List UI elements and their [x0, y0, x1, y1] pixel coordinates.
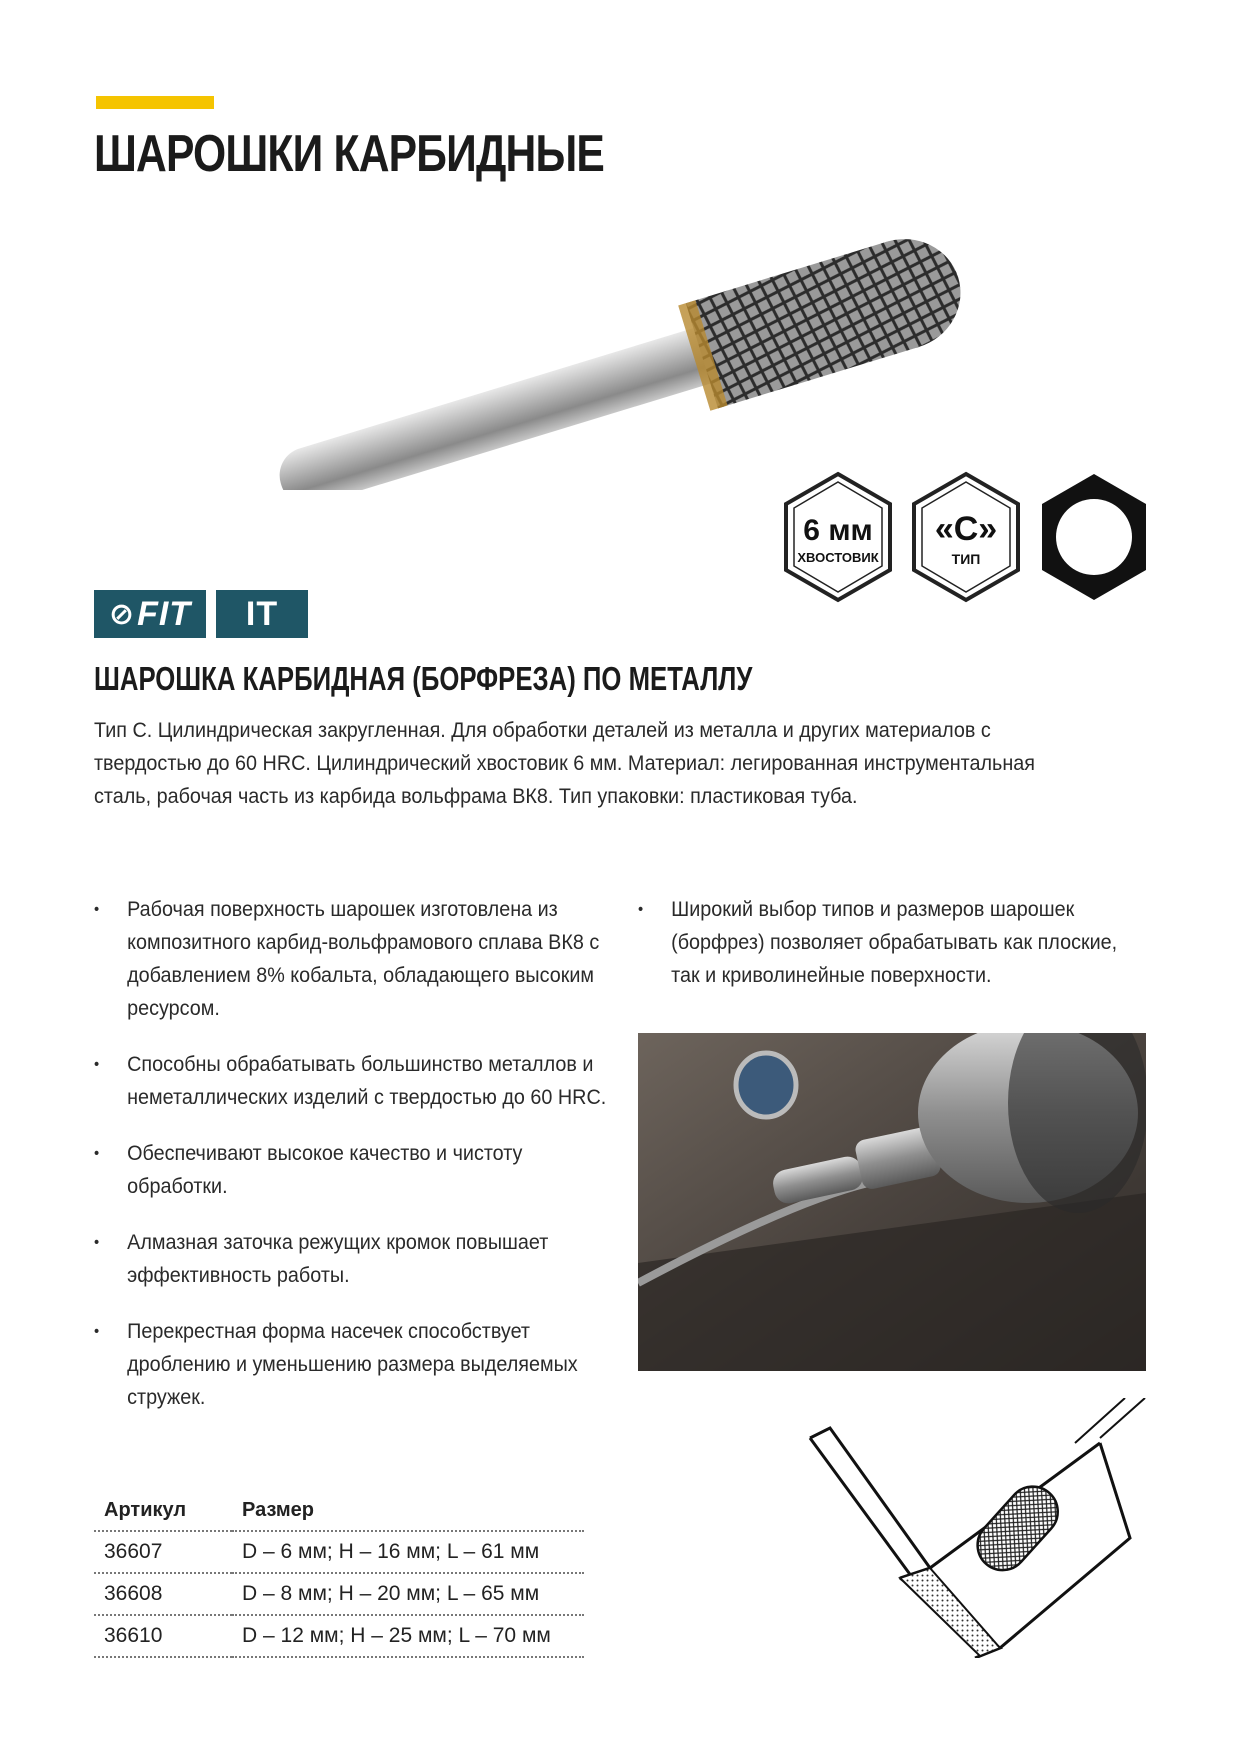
feature-item [638, 893, 1135, 992]
table-row [94, 1573, 584, 1615]
svg-text:хвостовик: хвостовик [797, 550, 879, 565]
product-description: Тип С. Цилиндрическая закругленная. Для обработки деталей из металла и других материалов с твердостью до 60 HRC. Цилиндрический хвостовик 6 мм. Материал: легированная инструментальная сталь, рабочая часть из карбида вольфрама ВК8. Тип упаковки: пластиковая туба. [94, 718, 1035, 808]
svg-text:6 мм: 6 мм [803, 514, 873, 547]
feature-item [94, 893, 609, 1025]
spec-table [94, 1490, 584, 1658]
type-badge [914, 474, 1018, 600]
svg-text:тип: тип [951, 551, 981, 567]
feature-item [94, 1048, 609, 1114]
column-header-article: Артикул [94, 1490, 232, 1531]
bullet-icon: • [94, 901, 100, 918]
bullet-icon: • [94, 1145, 100, 1162]
page-title: ШАРОШКИ КАРБИДНЫЕ [94, 125, 605, 183]
features-right [638, 893, 1135, 1015]
feature-text: Алмазная заточка режущих кромок повышает эффективность работы. [127, 1230, 549, 1287]
usage-photo [638, 1033, 1146, 1371]
size-cell: D – 6 мм; H – 16 мм; L – 61 мм [232, 1531, 584, 1573]
bullet-icon: • [94, 1056, 100, 1073]
table-row [94, 1615, 584, 1657]
size-cell: D – 8 мм; H – 20 мм; L – 65 мм [232, 1573, 584, 1615]
accent-bar [96, 96, 214, 109]
bullet-icon: • [94, 1234, 100, 1251]
features-left [94, 893, 609, 1437]
bullet-icon: • [638, 901, 644, 918]
usage-diagram [800, 1398, 1150, 1658]
column-header-size: Размер [232, 1490, 584, 1531]
feature-text: Широкий выбор типов и размеров шарошек (борфрез) позволяет обрабатывать как плоские, так и криволинейные поверхности. [671, 897, 1118, 987]
feature-item [94, 1315, 609, 1414]
article-cell: 36608 [94, 1573, 232, 1615]
brand-fit: ⊘ FIT [94, 590, 206, 638]
table-row [94, 1531, 584, 1573]
bullet-icon: • [94, 1323, 100, 1340]
table-header-row [94, 1490, 584, 1531]
svg-text:«C»: «C» [934, 510, 998, 548]
slash-circle-icon: ⊘ [108, 597, 136, 631]
product-title: ШАРОШКА КАРБИДНАЯ (БОРФРЕЗА) ПО МЕТАЛЛУ [94, 660, 753, 697]
shank-size-badge [786, 474, 890, 600]
feature-text: Рабочая поверхность шарошек изготовлена из композитного карбид-вольфрамового сплава ВК8 с добавлением 8% кобальта, обладающего высоким ресурсом. [127, 897, 600, 1020]
feature-text: Обеспечивают высокое качество и чистоту обработки. [127, 1141, 523, 1198]
brand-it: IT [216, 590, 308, 638]
feature-item [94, 1226, 609, 1292]
article-cell: 36607 [94, 1531, 232, 1573]
feature-item [94, 1137, 609, 1203]
feature-badges [778, 470, 1150, 604]
hexagon-nut-icon [1042, 474, 1146, 600]
feature-text: Способны обрабатывать большинство металлов и неметаллических изделий с твердостью до 60 HRC. [127, 1052, 607, 1109]
feature-text: Перекрестная форма насечек способствует дроблению и уменьшению размера выделяемых стружек. [127, 1319, 578, 1409]
carbide-burr-image [230, 230, 1030, 490]
article-cell: 36610 [94, 1615, 232, 1657]
brand-logo [94, 590, 308, 638]
size-cell: D – 12 мм; H – 25 мм; L – 70 мм [232, 1615, 584, 1657]
